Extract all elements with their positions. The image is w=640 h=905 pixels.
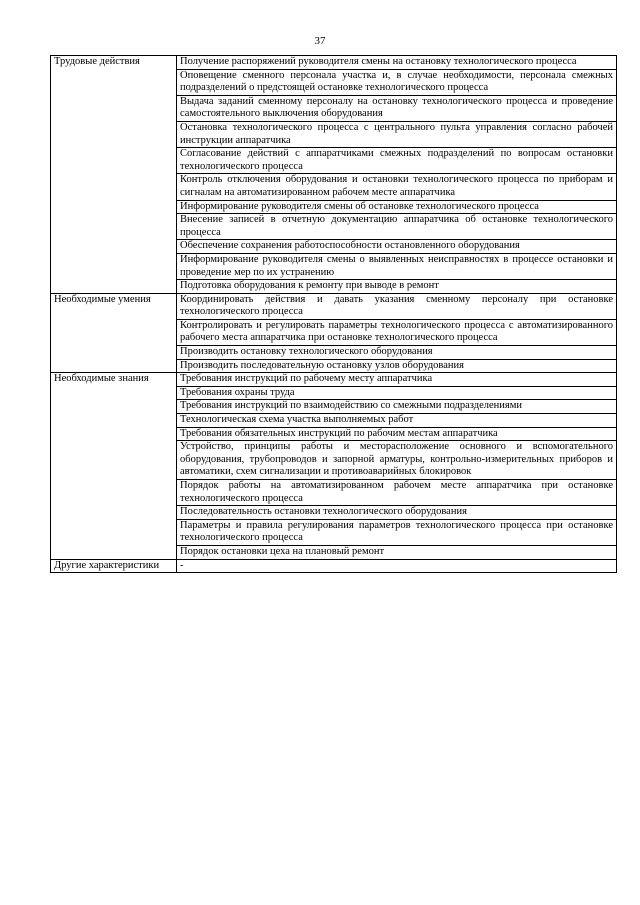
item-text: Внесение записей в отчетную документацию аппаратчика об остановке технологического процесса xyxy=(177,214,617,240)
table-row xyxy=(51,56,617,70)
section-label: Трудовые действия xyxy=(51,56,177,294)
item-text: Выдача заданий сменному персоналу на остановку технологического процесса и проведение самостоятельного выключения оборудования xyxy=(177,95,617,121)
item-text: Остановка технологического процесса с центрального пульта управления согласно рабочей инструкции аппаратчика xyxy=(177,121,617,147)
item-text: Контролировать и регулировать параметры технологического процесса с автоматизированного рабочего места аппаратчика при остановке технологического процесса xyxy=(177,319,617,345)
item-text: Оповещение сменного персонала участка и, в случае необходимости, персонала смежных подразделений о предстоящей остановке технологического процесса xyxy=(177,69,617,95)
item-text: Согласование действий с аппаратчиками смежных подразделений по вопросам остановки технологического процесса xyxy=(177,148,617,174)
item-text: - xyxy=(177,559,617,573)
item-text: Технологическая схема участка выполняемых работ xyxy=(177,414,617,428)
item-text: Обеспечение сохранения работоспособности остановленного оборудования xyxy=(177,240,617,254)
table-row xyxy=(51,293,617,319)
item-text: Информирование руководителя смены о выявленных неисправностях в процессе остановки и проведение мер по их устранению xyxy=(177,253,617,279)
item-text: Требования охраны труда xyxy=(177,386,617,400)
specification-table xyxy=(50,55,617,573)
page-number: 37 xyxy=(314,35,326,47)
section-label: Другие характеристики xyxy=(51,559,177,573)
table-row xyxy=(51,559,617,573)
item-text: Производить остановку технологического оборудования xyxy=(177,346,617,360)
section-label: Необходимые знания xyxy=(51,373,177,559)
item-text: Параметры и правила регулирования параметров технологического процесса при остановке технологического процесса xyxy=(177,519,617,545)
item-text: Производить последовательную остановку узлов оборудования xyxy=(177,359,617,373)
table-row xyxy=(51,373,617,387)
item-text: Последовательность остановки технологического оборудования xyxy=(177,506,617,520)
item-text: Требования инструкций по рабочему месту аппаратчика xyxy=(177,373,617,387)
item-text: Порядок работы на автоматизированном рабочем месте аппаратчика при остановке технологического процесса xyxy=(177,480,617,506)
section-label: Необходимые умения xyxy=(51,293,177,373)
item-text: Требования обязательных инструкций по рабочим местам аппаратчика xyxy=(177,427,617,441)
item-text: Требования инструкций по взаимодействию со смежными подразделениями xyxy=(177,400,617,414)
item-text: Координировать действия и давать указания сменному персоналу при остановке технологического процесса xyxy=(177,293,617,319)
item-text: Устройство, принципы работы и месторасположение основного и вспомогательного оборудования, трубопроводов и запорной арматуры, контрольно-измерительных приборов и автоматики, схем сигнализации и противоаварийных блокировок xyxy=(177,441,617,480)
item-text: Получение распоряжений руководителя смены на остановку технологического процесса xyxy=(177,56,617,70)
item-text: Контроль отключения оборудования и остановки технологического процесса по приборам и сигналам на автоматизированном рабочем месте аппаратчика xyxy=(177,174,617,200)
item-text: Информирование руководителя смены об остановке технологического процесса xyxy=(177,200,617,214)
specification-table-body xyxy=(51,56,617,573)
item-text: Подготовка оборудования к ремонту при выводе в ремонт xyxy=(177,280,617,294)
item-text: Порядок остановки цеха на плановый ремонт xyxy=(177,545,617,559)
